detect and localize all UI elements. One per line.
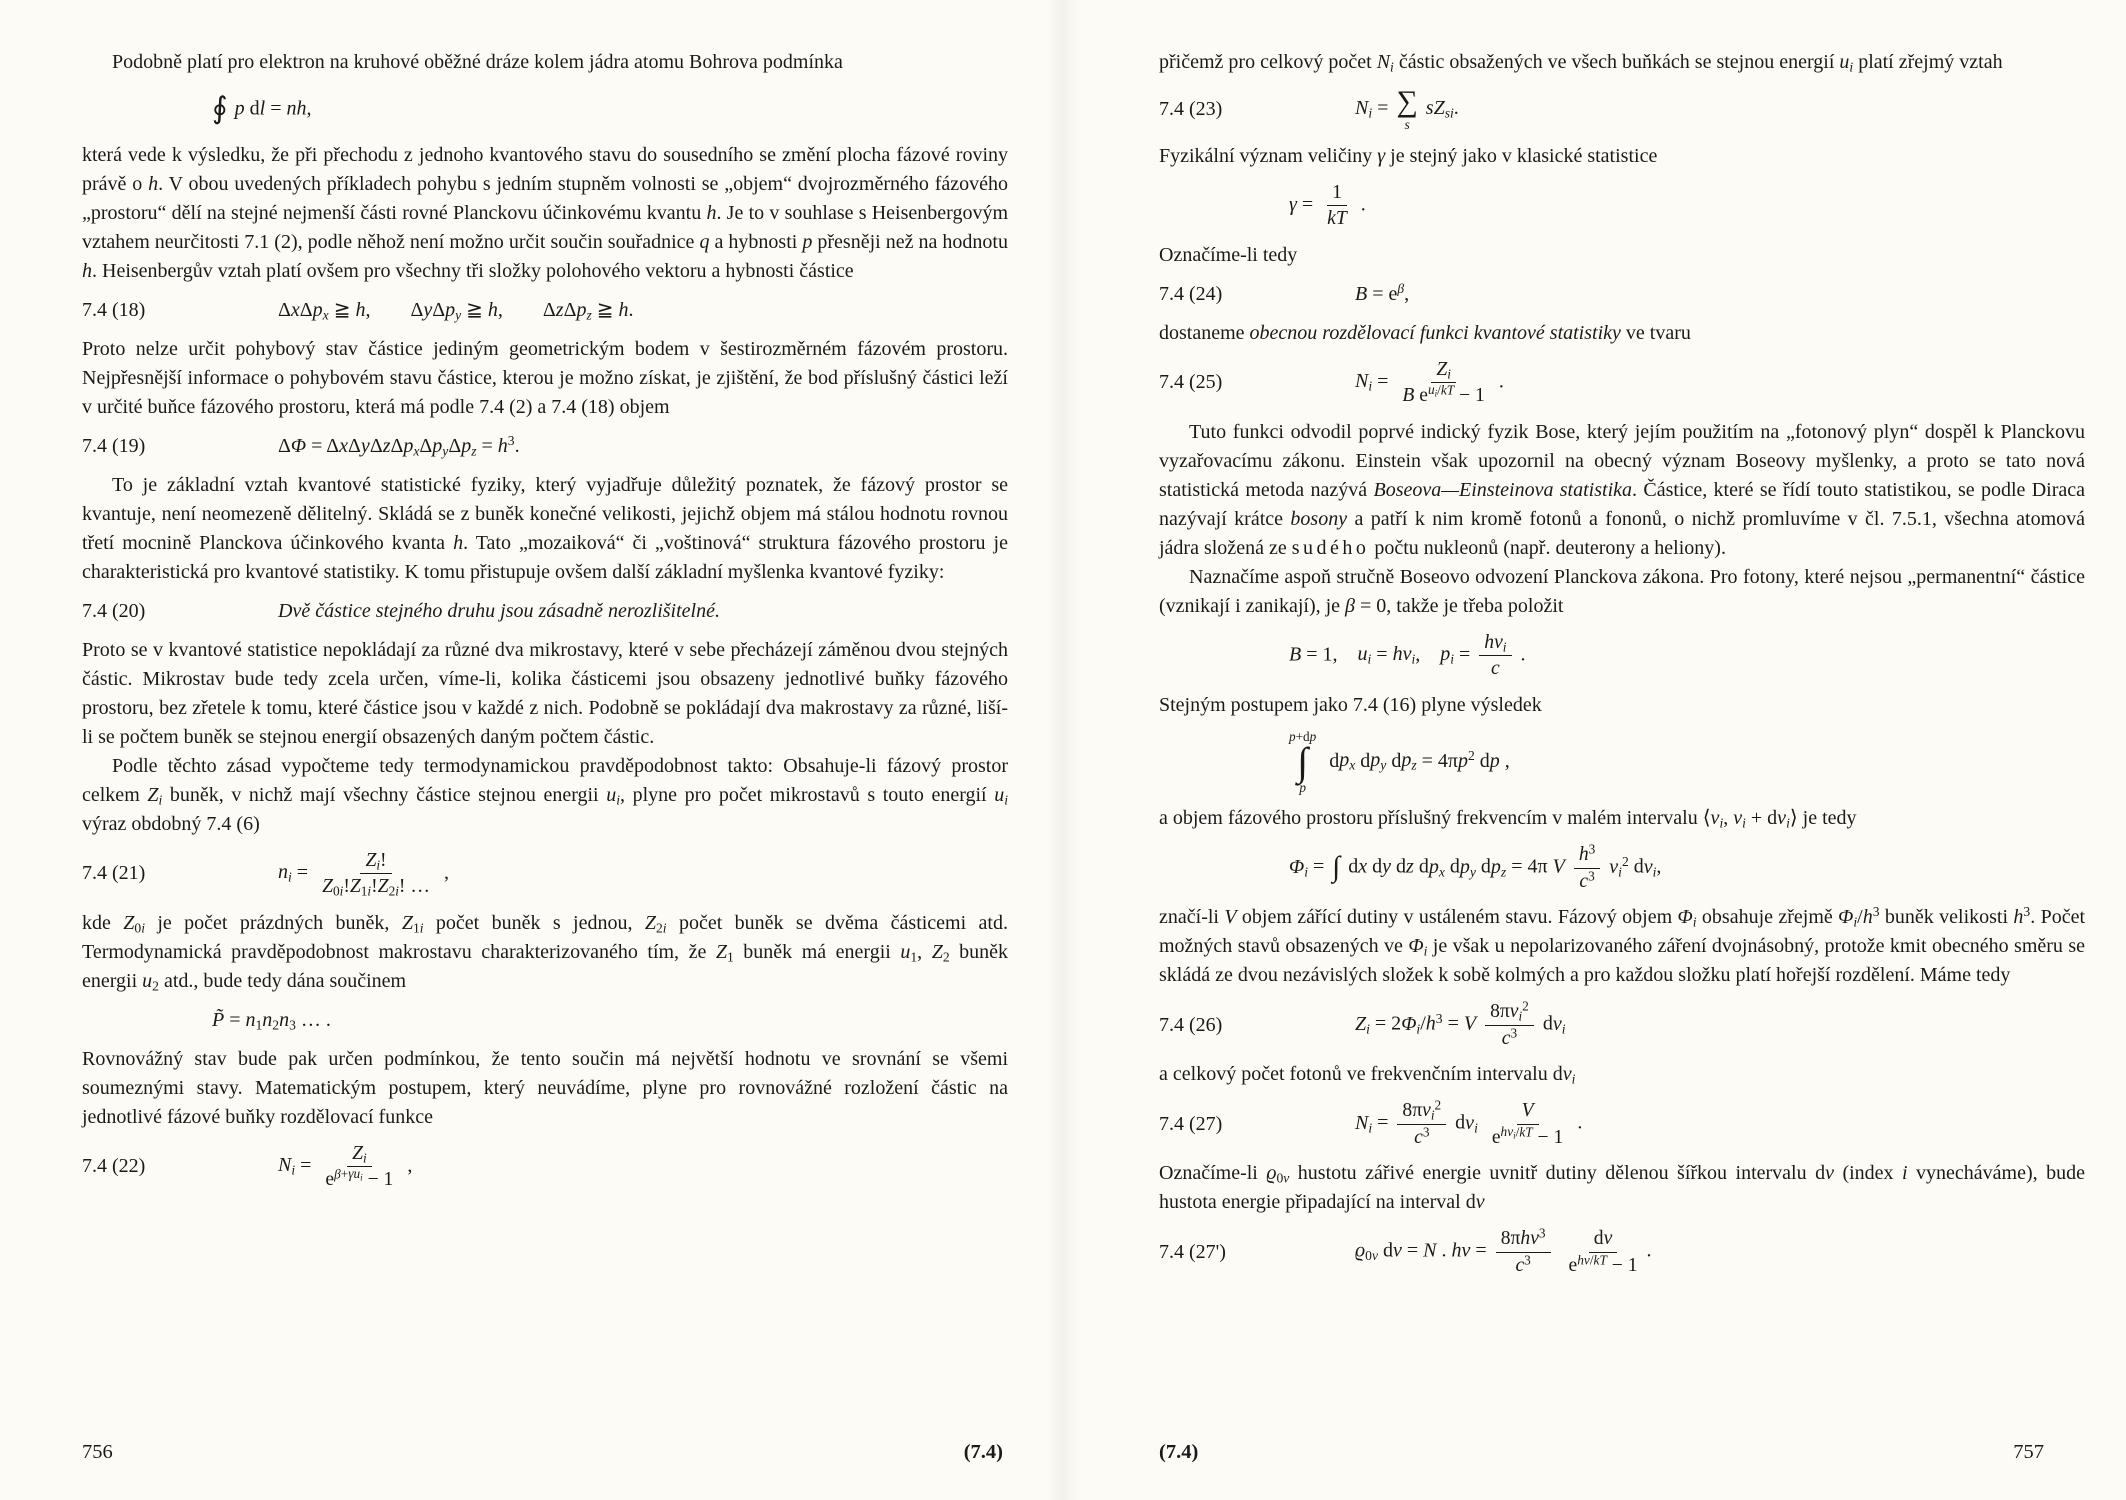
fraction: $\frac{h^3}{c^3}$ bbox=[1574, 843, 1600, 893]
numbered-equation bbox=[82, 432, 1008, 461]
paragraph: Tuto funkci odvodil poprvé indický fyzik Bose, který jejím použitím na „fotonový plyn“ dospěl k Planckovu vyzařovacímu zákonu. Einstein však upozornil na obecný význam Boseovy myšlenky, a proto se tato nová statistická metoda nazývá Boseova—Einsteinova statistika. Částice, které se řídí touto statistikou, se podle Diraca nazývají krátce bosony a patří k nim kromě fotonů a fononů, o nichž promluvíme v čl. 7.5.1, všechna atomová jádra složená ze sudého počtu nukleonů (např. deuterony a heliony). bbox=[1159, 420, 2086, 559]
numbered-equation bbox=[82, 1142, 1008, 1192]
paragraph: Stejným postupem jako 7.4 (16) plyne výsledek bbox=[1159, 693, 1542, 716]
equation-number: 7.4 (20) bbox=[82, 599, 146, 622]
numbered-equation bbox=[1159, 280, 2085, 309]
equation-body: $N_i$ = ∑ s $sZ_{si}$. bbox=[1355, 85, 1459, 132]
page-right bbox=[1063, 0, 2126, 1500]
equation-body: $n_i$ = $\frac{Z_i!}{Z_{0i}!Z_{1i}!Z_{2i}! \dots}$ , bbox=[278, 849, 449, 899]
numbered-equation bbox=[82, 296, 1008, 325]
equation-number: 7.4 (21) bbox=[82, 862, 146, 884]
page-footer-right bbox=[1159, 1441, 2044, 1464]
fraction: $\frac{d\nu}{e^{h\nu/kT} - 1}$ bbox=[1568, 1228, 1638, 1276]
display-formula: p+dp ∫ p $dp_x$ $dp_y$ $dp_z = 4\pi p^2$ dp , bbox=[1289, 728, 1510, 795]
paragraph: Podle těchto zásad vypočteme tedy termodynamickou pravděpodobnost takto: Obsahuje-li fázový prostor celkem $Z_i$ buněk, v nichž mají všechny částice stejnou energii $u_i$, plyne pro počet mikrostavů s touto energií $u_i$ výraz obdobný 7.4 (6) bbox=[82, 754, 1008, 835]
paragraph: značí-li V objem zářící dutiny v ustáleném stavu. Fázový objem $\Phi_i$ obsahuje zřejmě $\Phi_i/h^3$ buněk velikosti $h^3$. Počet možných stavů obsazených ve $\Phi_i$ je však u nepolarizovaného záření dvojnásobný, protože kmit obecného směru se skládá ze dvou nezávislých složek k sobě kolmých a pro každou složku platí hořejší rozdělení. Máme tedy bbox=[1159, 904, 2086, 986]
fraction: $\frac{V}{e^{h\nu_i/kT} - 1}$ bbox=[1491, 1100, 1564, 1148]
equation-body: $ϱ_{0\nu}$ dν = N . hν = $\frac{8\pi h\nu^3}{c^3}$ $\frac{d\nu}{e^{h\nu/kT} - 1}$ . bbox=[1355, 1225, 1652, 1276]
display-formula: γ = $\frac{1}{kT}$ . bbox=[1289, 181, 1366, 230]
equation-number: 7.4 (19) bbox=[82, 434, 146, 457]
page-number: 757 bbox=[2013, 1441, 2044, 1463]
contour-integral-sign: ∮ bbox=[212, 92, 228, 125]
equation-number: 7.4 (25) bbox=[1159, 371, 1223, 394]
display-formula: ∮ p dl = nh, bbox=[212, 92, 312, 125]
equation-body: ΔxΔp$_x$ ≧ h, ΔyΔp$_y$ ≧ h, ΔzΔp$_z$ ≧ h. bbox=[278, 298, 634, 322]
fraction: $\frac{8\pi\nu_i^2}{c^3}$ bbox=[1485, 1000, 1534, 1050]
equation-number: 7.4 (26) bbox=[1159, 1013, 1223, 1036]
equation-body: $\Delta\Phi = \Delta x\Delta y\Delta z\Delta p_x\Delta p_y\Delta p_z = h^3$. bbox=[278, 432, 520, 458]
paragraph: dostaneme obecnou rozdělovací funkci kvantové statistiky ve tvaru bbox=[1159, 321, 1691, 344]
numbered-equation bbox=[1159, 1227, 2085, 1277]
equation-number: 7.4 (27) bbox=[1159, 1112, 1223, 1135]
fraction: $\frac{Z_i}{B e^{u_i/kT} - 1}$ bbox=[1402, 358, 1485, 407]
equation-body: $N_i$ = $\frac{8\pi\nu_i^2}{c^3}$ $d\nu_i$ $\frac{V}{e^{h\nu_i/kT} - 1}$ . bbox=[1355, 1097, 1583, 1148]
paragraph: Proto se v kvantové statistice nepokládají za různé dva mikrostavy, které v sebe přecházejí záměnou dvou stejných částic. Mikrostav bude tedy zcela určen, víme-li, kolika částicemi jsou obsazeny jednotlivé buňky fázového prostoru, bez zřetele k tomu, které částice jsou v každé z nich. Podobně se pokládají dva makrostavy za různé, liší-li se počtem buněk se stejnou energií obsazených daným počtem částic. bbox=[82, 638, 1008, 748]
fraction: $\frac{8\pi\nu_i^2}{c^3}$ bbox=[1397, 1099, 1446, 1149]
numbered-equation bbox=[1159, 87, 2085, 132]
sum-sign: ∑ s bbox=[1396, 85, 1418, 132]
section-number: (7.4) bbox=[963, 1441, 1003, 1463]
equation-number: 7.4 (24) bbox=[1159, 282, 1223, 305]
numbered-equation bbox=[1159, 1099, 2085, 1149]
emphasized-word: sudého bbox=[1291, 536, 1370, 559]
paragraph: To je základní vztah kvantové statistické fyziky, který vyjadřuje důležitý poznatek, že fázový prostor se kvantuje, není neomezeně dělitelný. Skládá se z buněk konečné velikosti, jejichž objem má stálou hodnotu rovnou třetí mocnině Planckova účinkového kvanta h. Tato „mozaiková“ či „voštinová“ struktura fázového prostoru je charakteristická pro kvantové statistiky. K tomu přistupuje ovšem další základní myšlenka kvantové fyziky: bbox=[82, 473, 1008, 583]
equation-number: 7.4 (23) bbox=[1159, 97, 1223, 120]
paragraph: a objem fázového prostoru příslušný frekvencím v malém intervalu $⟨\nu_i$, $\nu_i$ + $d\nu_i⟩$ je tedy bbox=[1159, 807, 1857, 831]
paragraph: Označíme-li tedy bbox=[1159, 243, 1298, 266]
numbered-equation bbox=[82, 597, 1008, 626]
page-number: 756 bbox=[82, 1441, 113, 1463]
fraction: $\frac{8\pi h\nu^3}{c^3}$ bbox=[1496, 1227, 1551, 1277]
equation-body: $N_i$ = $\frac{Z_i}{e^{\beta+\gamma u_i} - 1}$ , bbox=[278, 1142, 413, 1190]
paragraph: Označíme-li $ϱ_{0\nu}$ hustotu zářivé energie uvnitř dutiny dělenou šířkou intervalu dν (index i vynecháváme), bude hustota energie připadající na interval dν bbox=[1159, 1162, 2086, 1213]
fraction: $\frac{h\nu_i}{c}$ bbox=[1479, 631, 1511, 681]
paragraph: Proto nelze určit pohybový stav částice jediným geometrickým bodem v šestirozměrném fázovém prostoru. Nejpřesnější informace o pohybovém stavu částice, kterou je možno získat, je zjištění, že bod příslušný částici leží v určité buňce fázového prostoru, která má podle 7.4 (2) a 7.4 (18) objem bbox=[82, 337, 1008, 418]
equation-body: $N_i$ = $\frac{Z_i}{B e^{u_i/kT} - 1}$ . bbox=[1355, 358, 1504, 407]
paragraph: Rovnovážný stav bude pak určen podmínkou, že tento součin má největší hodnotu ve srovnání se všemi soumeznými stavy. Matematickým postupem, který neuvádíme, plyne pro rovnovážné rozložení částic na jednotlivé fázové buňky rozdělovací funkce bbox=[82, 1047, 1008, 1128]
fraction: $\frac{Z_i}{e^{\beta+\gamma u_i} - 1}$ bbox=[325, 1142, 394, 1190]
paragraph: a celkový počet fotonů ve frekvenčním intervalu $d\nu_i$ bbox=[1159, 1063, 1576, 1087]
equation-body: $Z_i = 2\Phi_i/h^3 = V$ $\frac{8\pi\nu_i^2}{c^3}$ $d\nu_i$ bbox=[1355, 998, 1566, 1049]
paragraph: Fyzikální význam veličiny γ je stejný jako v klasické statistice bbox=[1159, 144, 1658, 167]
paragraph: Podobně platí pro elektron na kruhové oběžné dráze kolem jádra atomu Bohrova podmínka bbox=[112, 51, 843, 73]
display-formula: $\Phi_i$ = ∫ dx dy dz $dp_x$ $dp_y$ $dp_z = 4\pi$ V $\frac{h^3}{c^3}$ $\nu_i^2$ $d\nu_i$, bbox=[1289, 841, 1662, 892]
equation-number: 7.4 (27') bbox=[1159, 1240, 1226, 1263]
display-formula: B = 1, $u_i = h\nu_i$, $p_i$ = $\frac{h\nu_i}{c}$ . bbox=[1289, 631, 1526, 680]
display-formula: P̃ = $n_1n_2n_3$ … . bbox=[212, 1008, 331, 1032]
fraction: $\frac{Z_i!}{Z_{0i}!Z_{1i}!Z_{2i}! \dots}$ bbox=[322, 849, 430, 899]
paragraph: Naznačíme aspoň stručně Boseovo odvození Planckova zákona. Pro fotony, které nejsou „permanentní“ částice (vznikají i zanikají), je β = 0, takže je třeba položit bbox=[1159, 565, 2085, 617]
section-number: (7.4) bbox=[1159, 1441, 1199, 1463]
equation-body: $B = e^\beta$, bbox=[1355, 280, 1410, 305]
equation-number: 7.4 (18) bbox=[82, 298, 146, 321]
paragraph: která vede k výsledku, že při přechodu z jednoho kvantového stavu do sousedního se změní plocha fázové roviny právě o h. V obou uvedených příkladech pohybu s jedním stupněm volnosti se „objem“ dvojrozměrného fázového „prostoru“ dělí na stejné nejmenší části rovné Planckovu účinkovému kvantu h. Je to v souhlase s Heisenbergovým vztahem neurčitosti 7.1 (2), podle něhož není možno určit součin souřadnice q a hybnosti p přesněji než na hodnotu h. Heisenbergův vztah platí ovšem pro všechny tři složky polohového vektoru a hybnosti částice bbox=[82, 143, 1009, 282]
numbered-equation bbox=[1159, 1000, 2085, 1050]
equation-number: 7.4 (22) bbox=[82, 1155, 146, 1177]
paragraph: přičemž pro celkový počet $N_i$ částic obsažených ve všech buňkách se stejnou energií $u_i$ platí zřejmý vztah bbox=[1159, 51, 2003, 75]
integral-sign: ∫ bbox=[1332, 851, 1341, 884]
numbered-equation bbox=[1159, 358, 2085, 408]
page-body-left bbox=[82, 48, 1008, 1202]
numbered-equation bbox=[82, 849, 1008, 899]
page-footer-left bbox=[82, 1441, 1003, 1464]
paragraph: kde $Z_{0i}$ je počet prázdných buněk, $Z_{1i}$ počet buněk s jednou, $Z_{2i}$ počet buněk se dvěma částicemi atd. Termodynamická pravděpodobnost makrostavu charakterizovaného tím, že $Z_1$ buněk má energii $u_1$, $Z_2$ buněk energii $u_2$ atd., bude tedy dána součinem bbox=[82, 911, 1009, 993]
page-body-right bbox=[1159, 48, 2085, 1287]
fraction: $\frac{1}{kT}$ bbox=[1327, 181, 1347, 230]
equation-body: Dvě částice stejného druhu jsou zásadně nerozlišitelné. bbox=[278, 599, 720, 622]
integral-with-limits: p+dp ∫ p bbox=[1289, 728, 1317, 795]
